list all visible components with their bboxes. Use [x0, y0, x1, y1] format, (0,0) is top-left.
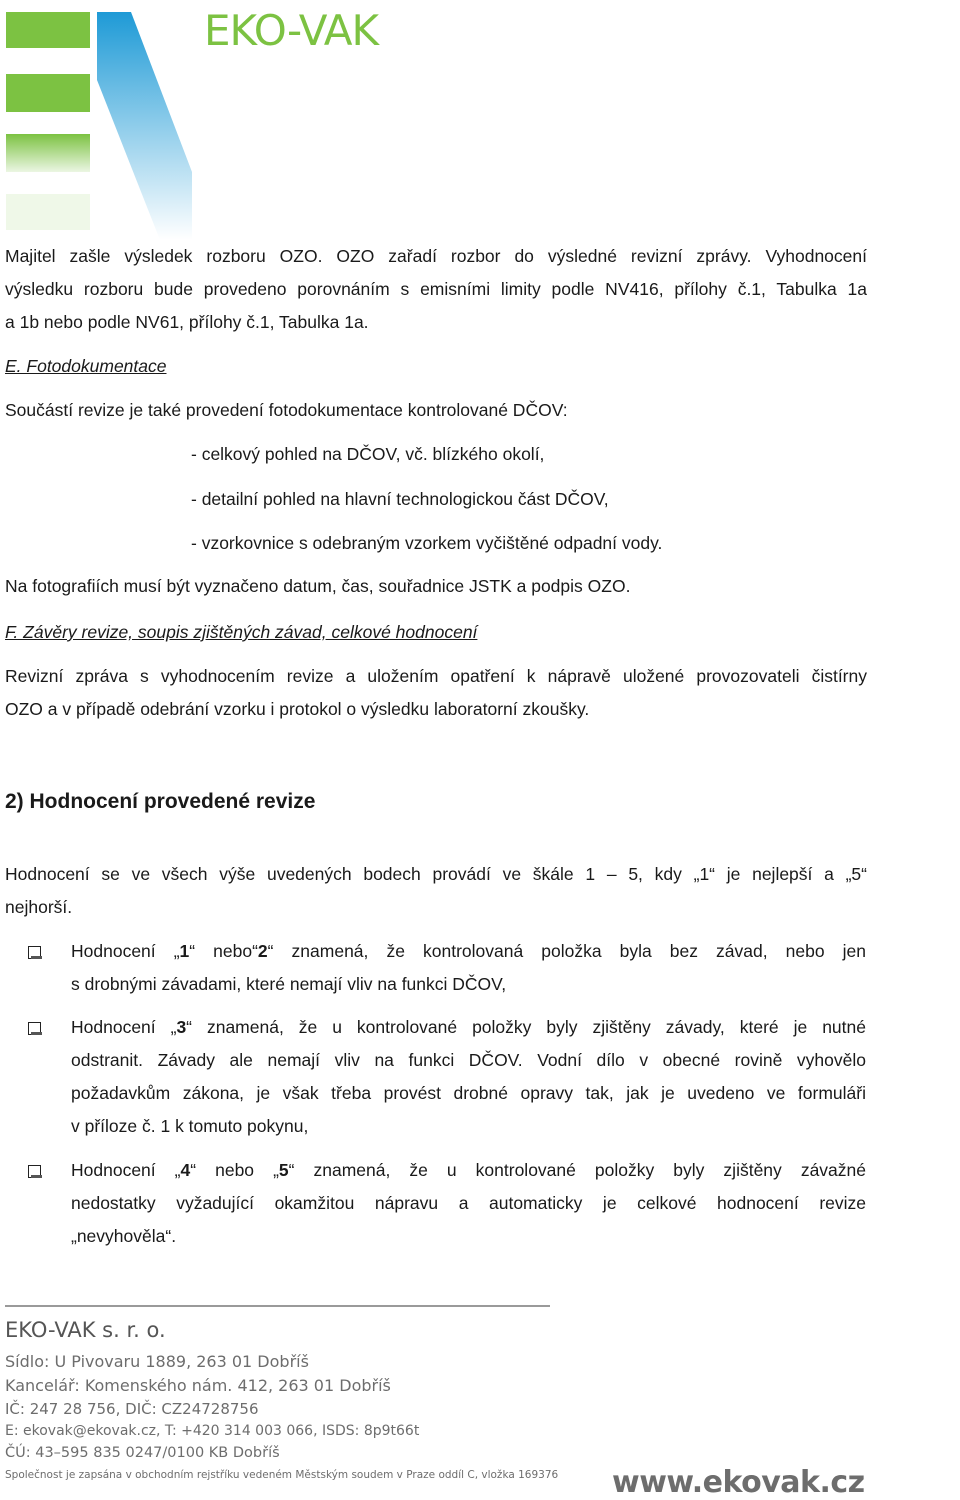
rating-item-1-2-line-1: Hodnocení „1“ nebo“2“ znamená, že kontrolovaná položka byla bez závad, nebo jen: [71, 941, 867, 961]
section-2-line-1: Hodnocení se ve všech výše uvedených bodech provádí ve škále 1 – 5, kdy „1“ je nejlepší a „5“: [5, 864, 867, 884]
section-2-paragraph: [5, 858, 867, 924]
photo-item-1: - celkový pohled na DČOV, vč. blízkého okolí,: [191, 444, 545, 464]
footer-ids: IČ: 247 28 756, DIČ: CZ24728756: [5, 1400, 259, 1418]
rating-item-3: [71, 1011, 866, 1143]
rating-item-4-5-line-2: nedostatky vyžadující okamžitou nápravu a automaticky je celkové hodnocení revize: [71, 1193, 866, 1213]
footer-company-name: EKO-VAK s. r. o.: [5, 1318, 166, 1342]
photo-item-3: - vzorkovnice s odebraným vzorkem vyčištěné odpadní vody.: [191, 533, 663, 553]
section-2-heading: 2) Hodnocení provedené revize: [5, 790, 316, 813]
rating-value-4: 4: [180, 1160, 191, 1180]
logo-wordmark: EKO-VAK: [204, 6, 379, 55]
rating-item-4-5-line-1: Hodnocení „4“ nebo „5“ znamená, že u kontrolované položky byly zjištěny závažné: [71, 1160, 866, 1180]
intro-line-2: výsledku rozboru bude provedeno porovnáním s emisními limity podle NV416, přílohy č.1, Tabulka 1a: [5, 279, 867, 299]
footer-office: Kancelář: Komenského nám. 412, 263 01 Dobříš: [5, 1376, 391, 1395]
footer-register: Společnost je zapsána v obchodním rejstříku vedeném Městským soudem v Praze oddíl C, vložka 169376: [5, 1469, 559, 1481]
rating-item-1-2: [71, 935, 866, 1001]
rating-item-4-5: [71, 1154, 866, 1253]
rating-value-1: 1: [179, 941, 190, 961]
rating-item-4-5-line-3: „nevyhověla“.: [71, 1226, 177, 1246]
company-logo: [0, 0, 400, 250]
rating-value-2: 2: [257, 941, 268, 961]
footer-contact: E: ekovak@ekovak.cz, T: +420 314 003 066, ISDS: 8p9t66t: [5, 1423, 420, 1439]
photo-item-2: - detailní pohled na hlavní technologickou část DČOV,: [191, 489, 609, 509]
checkbox-bullet-icon: [28, 1165, 41, 1178]
section-f-line-2: OZO a v případě odebrání vzorku i protokol o výsledku laboratorní zkoušky.: [5, 699, 590, 719]
rating-item-3-line-2: odstranit. Závady ale nemají vliv na funkci DČOV. Vodní dílo v obecné rovině vyhovělo: [71, 1050, 866, 1070]
intro-paragraph: [5, 240, 867, 339]
photo-note-line: Na fotografiích musí být vyznačeno datum, čas, souřadnice JSTK a podpis OZO.: [5, 576, 631, 596]
checkbox-bullet-icon: [28, 946, 41, 959]
intro-line-3: a 1b nebo podle NV61, přílohy č.1, Tabulka 1a.: [5, 312, 369, 332]
footer-seat: Sídlo: U Pivovaru 1889, 263 01 Dobříš: [5, 1352, 309, 1371]
section-f-paragraph: [5, 660, 867, 726]
footer-website: www.ekovak.cz: [612, 1465, 865, 1500]
section-f-line-1: Revizní zpráva s vyhodnocením revize a uložením opatření k nápravě uložené provozovateli čistírny: [5, 666, 867, 686]
section-e-text: [5, 394, 867, 427]
rating-item-3-line-4: v příloze č. 1 k tomuto pokynu,: [71, 1116, 309, 1136]
rating-item-3-line-1: Hodnocení „3“ znamená, že u kontrolované položky byly zjištěny závady, které je nutné: [71, 1017, 866, 1037]
photo-note: [5, 570, 867, 603]
rating-value-3: 3: [176, 1017, 187, 1037]
section-2-line-2: nejhorší.: [5, 897, 73, 917]
rating-item-1-2-line-2: s drobnými závadami, které nemají vliv na funkci DČOV,: [71, 974, 507, 994]
checkbox-bullet-icon: [28, 1022, 41, 1035]
rating-value-5: 5: [278, 1160, 289, 1180]
section-e-text-line: Součástí revize je také provedení fotodokumentace kontrolované DČOV:: [5, 400, 568, 420]
intro-line-1: Majitel zašle výsledek rozboru OZO. OZO zařadí rozbor do výsledné revizní zprávy. Vyhodnocení: [5, 246, 867, 266]
footer-bank: ČÚ: 43–595 835 0247/0100 KB Dobříš: [5, 1445, 280, 1461]
section-e-heading: E. Fotodokumentace: [5, 356, 167, 376]
footer-divider: [5, 1305, 550, 1307]
rating-item-3-line-3: požadavkům zákona, je však třeba provést drobné opravy tak, jak je uvedeno ve formuláři: [71, 1083, 866, 1103]
section-f-heading: F. Závěry revize, soupis zjištěných závad, celkové hodnocení: [5, 622, 478, 642]
